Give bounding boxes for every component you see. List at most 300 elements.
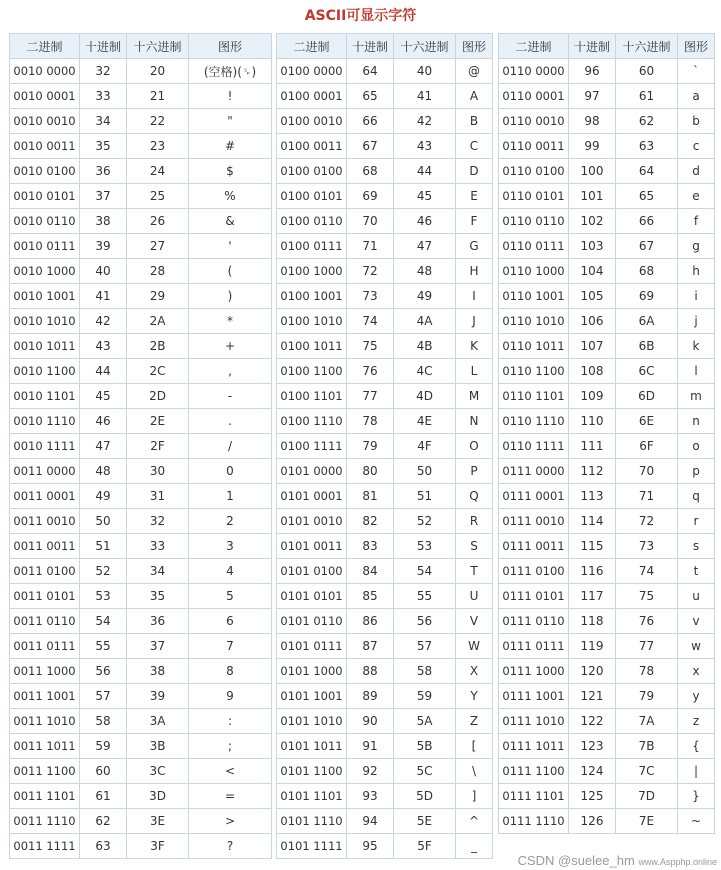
cell-binary: 0101 1001 bbox=[277, 684, 347, 709]
table-row bbox=[277, 559, 493, 584]
table-row bbox=[10, 509, 272, 534]
table-row bbox=[277, 59, 493, 84]
cell-binary: 0010 0010 bbox=[10, 109, 80, 134]
cell-decimal: 102 bbox=[569, 209, 616, 234]
cell-glyph: C bbox=[456, 134, 493, 159]
header-decimal: 十进制 bbox=[569, 34, 616, 59]
cell-hex: 2B bbox=[127, 334, 189, 359]
cell-binary: 0111 1010 bbox=[499, 709, 569, 734]
header-hex: 十六进制 bbox=[616, 34, 678, 59]
cell-hex: 26 bbox=[127, 209, 189, 234]
table-row bbox=[499, 334, 715, 359]
cell-glyph: O bbox=[456, 434, 493, 459]
cell-binary: 0110 1110 bbox=[499, 409, 569, 434]
cell-glyph: { bbox=[678, 734, 715, 759]
cell-binary: 0110 0111 bbox=[499, 234, 569, 259]
cell-hex: 32 bbox=[127, 509, 189, 534]
cell-hex: 35 bbox=[127, 584, 189, 609]
cell-hex: 4B bbox=[394, 334, 456, 359]
cell-hex: 4D bbox=[394, 384, 456, 409]
cell-hex: 31 bbox=[127, 484, 189, 509]
cell-binary: 0110 1011 bbox=[499, 334, 569, 359]
cell-decimal: 96 bbox=[569, 59, 616, 84]
cell-binary: 0011 0100 bbox=[10, 559, 80, 584]
cell-glyph: ! bbox=[189, 84, 272, 109]
cell-glyph: q bbox=[678, 484, 715, 509]
cell-glyph: \ bbox=[456, 759, 493, 784]
header-decimal: 十进制 bbox=[80, 34, 127, 59]
cell-hex: 63 bbox=[616, 134, 678, 159]
cell-decimal: 53 bbox=[80, 584, 127, 609]
cell-glyph: ' bbox=[189, 234, 272, 259]
cell-decimal: 46 bbox=[80, 409, 127, 434]
cell-decimal: 114 bbox=[569, 509, 616, 534]
cell-glyph: g bbox=[678, 234, 715, 259]
cell-hex: 2E bbox=[127, 409, 189, 434]
cell-glyph: F bbox=[456, 209, 493, 234]
table-row bbox=[10, 159, 272, 184]
table-row bbox=[10, 634, 272, 659]
cell-decimal: 65 bbox=[347, 84, 394, 109]
header-glyph: 图形 bbox=[189, 34, 272, 59]
table-row bbox=[10, 559, 272, 584]
cell-hex: 20 bbox=[127, 59, 189, 84]
cell-glyph: S bbox=[456, 534, 493, 559]
watermark-site: www.Aspphp.online bbox=[638, 857, 717, 867]
table-row bbox=[499, 584, 715, 609]
cell-binary: 0101 0110 bbox=[277, 609, 347, 634]
table-row bbox=[10, 359, 272, 384]
header-hex: 十六进制 bbox=[127, 34, 189, 59]
table-row bbox=[277, 359, 493, 384]
cell-hex: 41 bbox=[394, 84, 456, 109]
table-row bbox=[277, 184, 493, 209]
cell-binary: 0110 0100 bbox=[499, 159, 569, 184]
cell-decimal: 72 bbox=[347, 259, 394, 284]
table-row bbox=[499, 59, 715, 84]
cell-hex: 2A bbox=[127, 309, 189, 334]
cell-glyph: A bbox=[456, 84, 493, 109]
cell-binary: 0111 0010 bbox=[499, 509, 569, 534]
cell-hex: 49 bbox=[394, 284, 456, 309]
cell-binary: 0011 1010 bbox=[10, 709, 80, 734]
cell-glyph: o bbox=[678, 434, 715, 459]
cell-binary: 0010 1010 bbox=[10, 309, 80, 334]
cell-hex: 28 bbox=[127, 259, 189, 284]
cell-glyph: | bbox=[678, 759, 715, 784]
cell-decimal: 68 bbox=[347, 159, 394, 184]
cell-decimal: 99 bbox=[569, 134, 616, 159]
table-row bbox=[10, 709, 272, 734]
cell-decimal: 52 bbox=[80, 559, 127, 584]
cell-hex: 27 bbox=[127, 234, 189, 259]
cell-decimal: 94 bbox=[347, 809, 394, 834]
table-row bbox=[499, 709, 715, 734]
cell-binary: 0101 0000 bbox=[277, 459, 347, 484]
cell-glyph: j bbox=[678, 309, 715, 334]
table-row bbox=[277, 309, 493, 334]
table-row bbox=[277, 234, 493, 259]
cell-binary: 0110 0010 bbox=[499, 109, 569, 134]
table-row bbox=[277, 709, 493, 734]
cell-glyph: R bbox=[456, 509, 493, 534]
cell-binary: 0011 1110 bbox=[10, 809, 80, 834]
cell-glyph: f bbox=[678, 209, 715, 234]
cell-binary: 0111 1001 bbox=[499, 684, 569, 709]
table-row bbox=[499, 784, 715, 809]
cell-decimal: 64 bbox=[347, 59, 394, 84]
cell-hex: 21 bbox=[127, 84, 189, 109]
table-row bbox=[499, 534, 715, 559]
cell-glyph: ? bbox=[189, 834, 272, 859]
cell-decimal: 85 bbox=[347, 584, 394, 609]
cell-glyph: N bbox=[456, 409, 493, 434]
cell-hex: 38 bbox=[127, 659, 189, 684]
table-row bbox=[277, 159, 493, 184]
cell-binary: 0100 1111 bbox=[277, 434, 347, 459]
cell-decimal: 103 bbox=[569, 234, 616, 259]
cell-glyph: 4 bbox=[189, 559, 272, 584]
cell-glyph: w bbox=[678, 634, 715, 659]
cell-decimal: 92 bbox=[347, 759, 394, 784]
cell-binary: 0010 0101 bbox=[10, 184, 80, 209]
cell-decimal: 110 bbox=[569, 409, 616, 434]
cell-hex: 3E bbox=[127, 809, 189, 834]
cell-glyph: X bbox=[456, 659, 493, 684]
table-row bbox=[499, 684, 715, 709]
cell-decimal: 69 bbox=[347, 184, 394, 209]
table-row bbox=[277, 434, 493, 459]
cell-binary: 0101 0001 bbox=[277, 484, 347, 509]
cell-glyph: J bbox=[456, 309, 493, 334]
cell-decimal: 97 bbox=[569, 84, 616, 109]
cell-glyph: " bbox=[189, 109, 272, 134]
cell-hex: 68 bbox=[616, 259, 678, 284]
cell-hex: 61 bbox=[616, 84, 678, 109]
cell-hex: 7D bbox=[616, 784, 678, 809]
header-binary: 二进制 bbox=[499, 34, 569, 59]
cell-hex: 73 bbox=[616, 534, 678, 559]
cell-decimal: 81 bbox=[347, 484, 394, 509]
cell-hex: 53 bbox=[394, 534, 456, 559]
table-row bbox=[499, 484, 715, 509]
cell-glyph: = bbox=[189, 784, 272, 809]
table-row bbox=[277, 84, 493, 109]
cell-decimal: 74 bbox=[347, 309, 394, 334]
cell-binary: 0110 1100 bbox=[499, 359, 569, 384]
cell-binary: 0101 1100 bbox=[277, 759, 347, 784]
cell-binary: 0010 1001 bbox=[10, 284, 80, 309]
cell-glyph: G bbox=[456, 234, 493, 259]
cell-glyph: U bbox=[456, 584, 493, 609]
cell-decimal: 116 bbox=[569, 559, 616, 584]
cell-glyph: $ bbox=[189, 159, 272, 184]
cell-glyph: Y bbox=[456, 684, 493, 709]
cell-hex: 44 bbox=[394, 159, 456, 184]
cell-decimal: 78 bbox=[347, 409, 394, 434]
header-binary: 二进制 bbox=[10, 34, 80, 59]
cell-decimal: 86 bbox=[347, 609, 394, 634]
cell-decimal: 57 bbox=[80, 684, 127, 709]
cell-decimal: 82 bbox=[347, 509, 394, 534]
cell-binary: 0101 1011 bbox=[277, 734, 347, 759]
cell-hex: 29 bbox=[127, 284, 189, 309]
cell-hex: 6B bbox=[616, 334, 678, 359]
table-row bbox=[277, 734, 493, 759]
cell-binary: 0110 0000 bbox=[499, 59, 569, 84]
cell-decimal: 106 bbox=[569, 309, 616, 334]
cell-decimal: 45 bbox=[80, 384, 127, 409]
header-glyph: 图形 bbox=[678, 34, 715, 59]
cell-decimal: 123 bbox=[569, 734, 616, 759]
cell-binary: 0011 0001 bbox=[10, 484, 80, 509]
table-row bbox=[10, 584, 272, 609]
cell-binary: 0010 0001 bbox=[10, 84, 80, 109]
table-row bbox=[499, 159, 715, 184]
cell-decimal: 50 bbox=[80, 509, 127, 534]
cell-hex: 57 bbox=[394, 634, 456, 659]
cell-hex: 6A bbox=[616, 309, 678, 334]
cell-glyph: l bbox=[678, 359, 715, 384]
cell-glyph: x bbox=[678, 659, 715, 684]
cell-hex: 3B bbox=[127, 734, 189, 759]
cell-hex: 6E bbox=[616, 409, 678, 434]
cell-glyph: H bbox=[456, 259, 493, 284]
cell-binary: 0010 1111 bbox=[10, 434, 80, 459]
cell-decimal: 105 bbox=[569, 284, 616, 309]
cell-hex: 51 bbox=[394, 484, 456, 509]
cell-hex: 77 bbox=[616, 634, 678, 659]
cell-binary: 0011 0011 bbox=[10, 534, 80, 559]
table-row bbox=[277, 834, 493, 859]
cell-decimal: 33 bbox=[80, 84, 127, 109]
table-row bbox=[499, 509, 715, 534]
cell-hex: 58 bbox=[394, 659, 456, 684]
header-hex: 十六进制 bbox=[394, 34, 456, 59]
table-row bbox=[277, 609, 493, 634]
cell-decimal: 93 bbox=[347, 784, 394, 809]
cell-binary: 0101 1000 bbox=[277, 659, 347, 684]
page-title: ASCII可显示字符 bbox=[304, 8, 417, 24]
table-row bbox=[277, 384, 493, 409]
cell-binary: 0100 0001 bbox=[277, 84, 347, 109]
cell-decimal: 107 bbox=[569, 334, 616, 359]
cell-hex: 5B bbox=[394, 734, 456, 759]
cell-glyph: [ bbox=[456, 734, 493, 759]
cell-decimal: 90 bbox=[347, 709, 394, 734]
cell-hex: 6F bbox=[616, 434, 678, 459]
table-row bbox=[10, 484, 272, 509]
cell-glyph: T bbox=[456, 559, 493, 584]
cell-hex: 67 bbox=[616, 234, 678, 259]
cell-glyph: B bbox=[456, 109, 493, 134]
table-row bbox=[277, 409, 493, 434]
cell-binary: 0110 1101 bbox=[499, 384, 569, 409]
cell-binary: 0111 0111 bbox=[499, 634, 569, 659]
cell-decimal: 56 bbox=[80, 659, 127, 684]
cell-hex: 7C bbox=[616, 759, 678, 784]
cell-hex: 65 bbox=[616, 184, 678, 209]
header-binary: 二进制 bbox=[277, 34, 347, 59]
table-row bbox=[10, 309, 272, 334]
cell-binary: 0100 1001 bbox=[277, 284, 347, 309]
cell-hex: 6D bbox=[616, 384, 678, 409]
cell-glyph: r bbox=[678, 509, 715, 534]
cell-decimal: 58 bbox=[80, 709, 127, 734]
cell-glyph: n bbox=[678, 409, 715, 434]
cell-hex: 24 bbox=[127, 159, 189, 184]
cell-binary: 0011 0000 bbox=[10, 459, 80, 484]
cell-binary: 0100 1100 bbox=[277, 359, 347, 384]
cell-glyph: 9 bbox=[189, 684, 272, 709]
cell-glyph: L bbox=[456, 359, 493, 384]
table-body bbox=[499, 59, 715, 834]
table-row bbox=[277, 759, 493, 784]
cell-binary: 0110 0011 bbox=[499, 134, 569, 159]
table-row bbox=[499, 259, 715, 284]
cell-hex: 62 bbox=[616, 109, 678, 134]
cell-binary: 0011 1011 bbox=[10, 734, 80, 759]
cell-hex: 39 bbox=[127, 684, 189, 709]
cell-glyph: K bbox=[456, 334, 493, 359]
table-row bbox=[277, 584, 493, 609]
table-row bbox=[10, 609, 272, 634]
table-row bbox=[10, 784, 272, 809]
cell-binary: 0011 0111 bbox=[10, 634, 80, 659]
cell-decimal: 91 bbox=[347, 734, 394, 759]
cell-decimal: 122 bbox=[569, 709, 616, 734]
cell-decimal: 39 bbox=[80, 234, 127, 259]
cell-decimal: 87 bbox=[347, 634, 394, 659]
table-row bbox=[10, 109, 272, 134]
header-glyph: 图形 bbox=[456, 34, 493, 59]
cell-hex: 48 bbox=[394, 259, 456, 284]
cell-binary: 0101 0111 bbox=[277, 634, 347, 659]
cell-glyph: ) bbox=[189, 284, 272, 309]
cell-hex: 22 bbox=[127, 109, 189, 134]
cell-hex: 50 bbox=[394, 459, 456, 484]
table-row bbox=[499, 134, 715, 159]
cell-decimal: 89 bbox=[347, 684, 394, 709]
cell-decimal: 54 bbox=[80, 609, 127, 634]
cell-decimal: 111 bbox=[569, 434, 616, 459]
cell-hex: 56 bbox=[394, 609, 456, 634]
cell-decimal: 88 bbox=[347, 659, 394, 684]
cell-binary: 0111 0100 bbox=[499, 559, 569, 584]
cell-glyph: a bbox=[678, 84, 715, 109]
cell-glyph: e bbox=[678, 184, 715, 209]
table-row bbox=[277, 784, 493, 809]
cell-hex: 3D bbox=[127, 784, 189, 809]
cell-binary: 0011 1000 bbox=[10, 659, 80, 684]
cell-hex: 2D bbox=[127, 384, 189, 409]
cell-binary: 0101 0010 bbox=[277, 509, 347, 534]
cell-hex: 7E bbox=[616, 809, 678, 834]
cell-glyph: / bbox=[189, 434, 272, 459]
table-row bbox=[499, 309, 715, 334]
cell-binary: 0100 0010 bbox=[277, 109, 347, 134]
cell-hex: 79 bbox=[616, 684, 678, 709]
cell-glyph: Z bbox=[456, 709, 493, 734]
ascii-table-3 bbox=[498, 33, 715, 834]
cell-decimal: 51 bbox=[80, 534, 127, 559]
table-row bbox=[10, 84, 272, 109]
cell-glyph: c bbox=[678, 134, 715, 159]
cell-glyph: 3 bbox=[189, 534, 272, 559]
cell-decimal: 126 bbox=[569, 809, 616, 834]
cell-glyph: s bbox=[678, 534, 715, 559]
cell-glyph: h bbox=[678, 259, 715, 284]
watermark bbox=[518, 853, 717, 868]
cell-decimal: 38 bbox=[80, 209, 127, 234]
table-row bbox=[499, 109, 715, 134]
table-row bbox=[277, 209, 493, 234]
table-row bbox=[499, 409, 715, 434]
cell-glyph: - bbox=[189, 384, 272, 409]
cell-decimal: 77 bbox=[347, 384, 394, 409]
table-row bbox=[499, 809, 715, 834]
cell-hex: 4F bbox=[394, 434, 456, 459]
cell-decimal: 43 bbox=[80, 334, 127, 359]
table-row bbox=[10, 409, 272, 434]
cell-glyph: (空格)(␠) bbox=[189, 59, 272, 84]
cell-glyph: ( bbox=[189, 259, 272, 284]
table-row bbox=[499, 734, 715, 759]
table-row bbox=[10, 134, 272, 159]
cell-hex: 74 bbox=[616, 559, 678, 584]
cell-binary: 0111 0110 bbox=[499, 609, 569, 634]
table-row bbox=[277, 534, 493, 559]
cell-decimal: 75 bbox=[347, 334, 394, 359]
cell-binary: 0100 1010 bbox=[277, 309, 347, 334]
cell-decimal: 42 bbox=[80, 309, 127, 334]
table-row bbox=[10, 759, 272, 784]
cell-glyph: 0 bbox=[189, 459, 272, 484]
table-row bbox=[277, 284, 493, 309]
cell-glyph: z bbox=[678, 709, 715, 734]
cell-glyph: y bbox=[678, 684, 715, 709]
cell-binary: 0110 0001 bbox=[499, 84, 569, 109]
cell-hex: 37 bbox=[127, 634, 189, 659]
cell-hex: 3F bbox=[127, 834, 189, 859]
cell-binary: 0110 0101 bbox=[499, 184, 569, 209]
cell-glyph: t bbox=[678, 559, 715, 584]
cell-binary: 0011 1100 bbox=[10, 759, 80, 784]
cell-binary: 0101 0100 bbox=[277, 559, 347, 584]
cell-decimal: 118 bbox=[569, 609, 616, 634]
cell-glyph: 6 bbox=[189, 609, 272, 634]
cell-binary: 0010 0000 bbox=[10, 59, 80, 84]
cell-hex: 25 bbox=[127, 184, 189, 209]
cell-decimal: 100 bbox=[569, 159, 616, 184]
cell-binary: 0111 0000 bbox=[499, 459, 569, 484]
cell-glyph: * bbox=[189, 309, 272, 334]
table-body bbox=[10, 59, 272, 859]
cell-binary: 0110 1001 bbox=[499, 284, 569, 309]
cell-glyph: ` bbox=[678, 59, 715, 84]
cell-decimal: 44 bbox=[80, 359, 127, 384]
cell-binary: 0011 0101 bbox=[10, 584, 80, 609]
cell-hex: 34 bbox=[127, 559, 189, 584]
cell-binary: 0011 0010 bbox=[10, 509, 80, 534]
table-row bbox=[499, 659, 715, 684]
table-row bbox=[499, 559, 715, 584]
cell-decimal: 79 bbox=[347, 434, 394, 459]
table-row bbox=[277, 134, 493, 159]
cell-hex: 64 bbox=[616, 159, 678, 184]
table-row bbox=[10, 184, 272, 209]
cell-hex: 43 bbox=[394, 134, 456, 159]
